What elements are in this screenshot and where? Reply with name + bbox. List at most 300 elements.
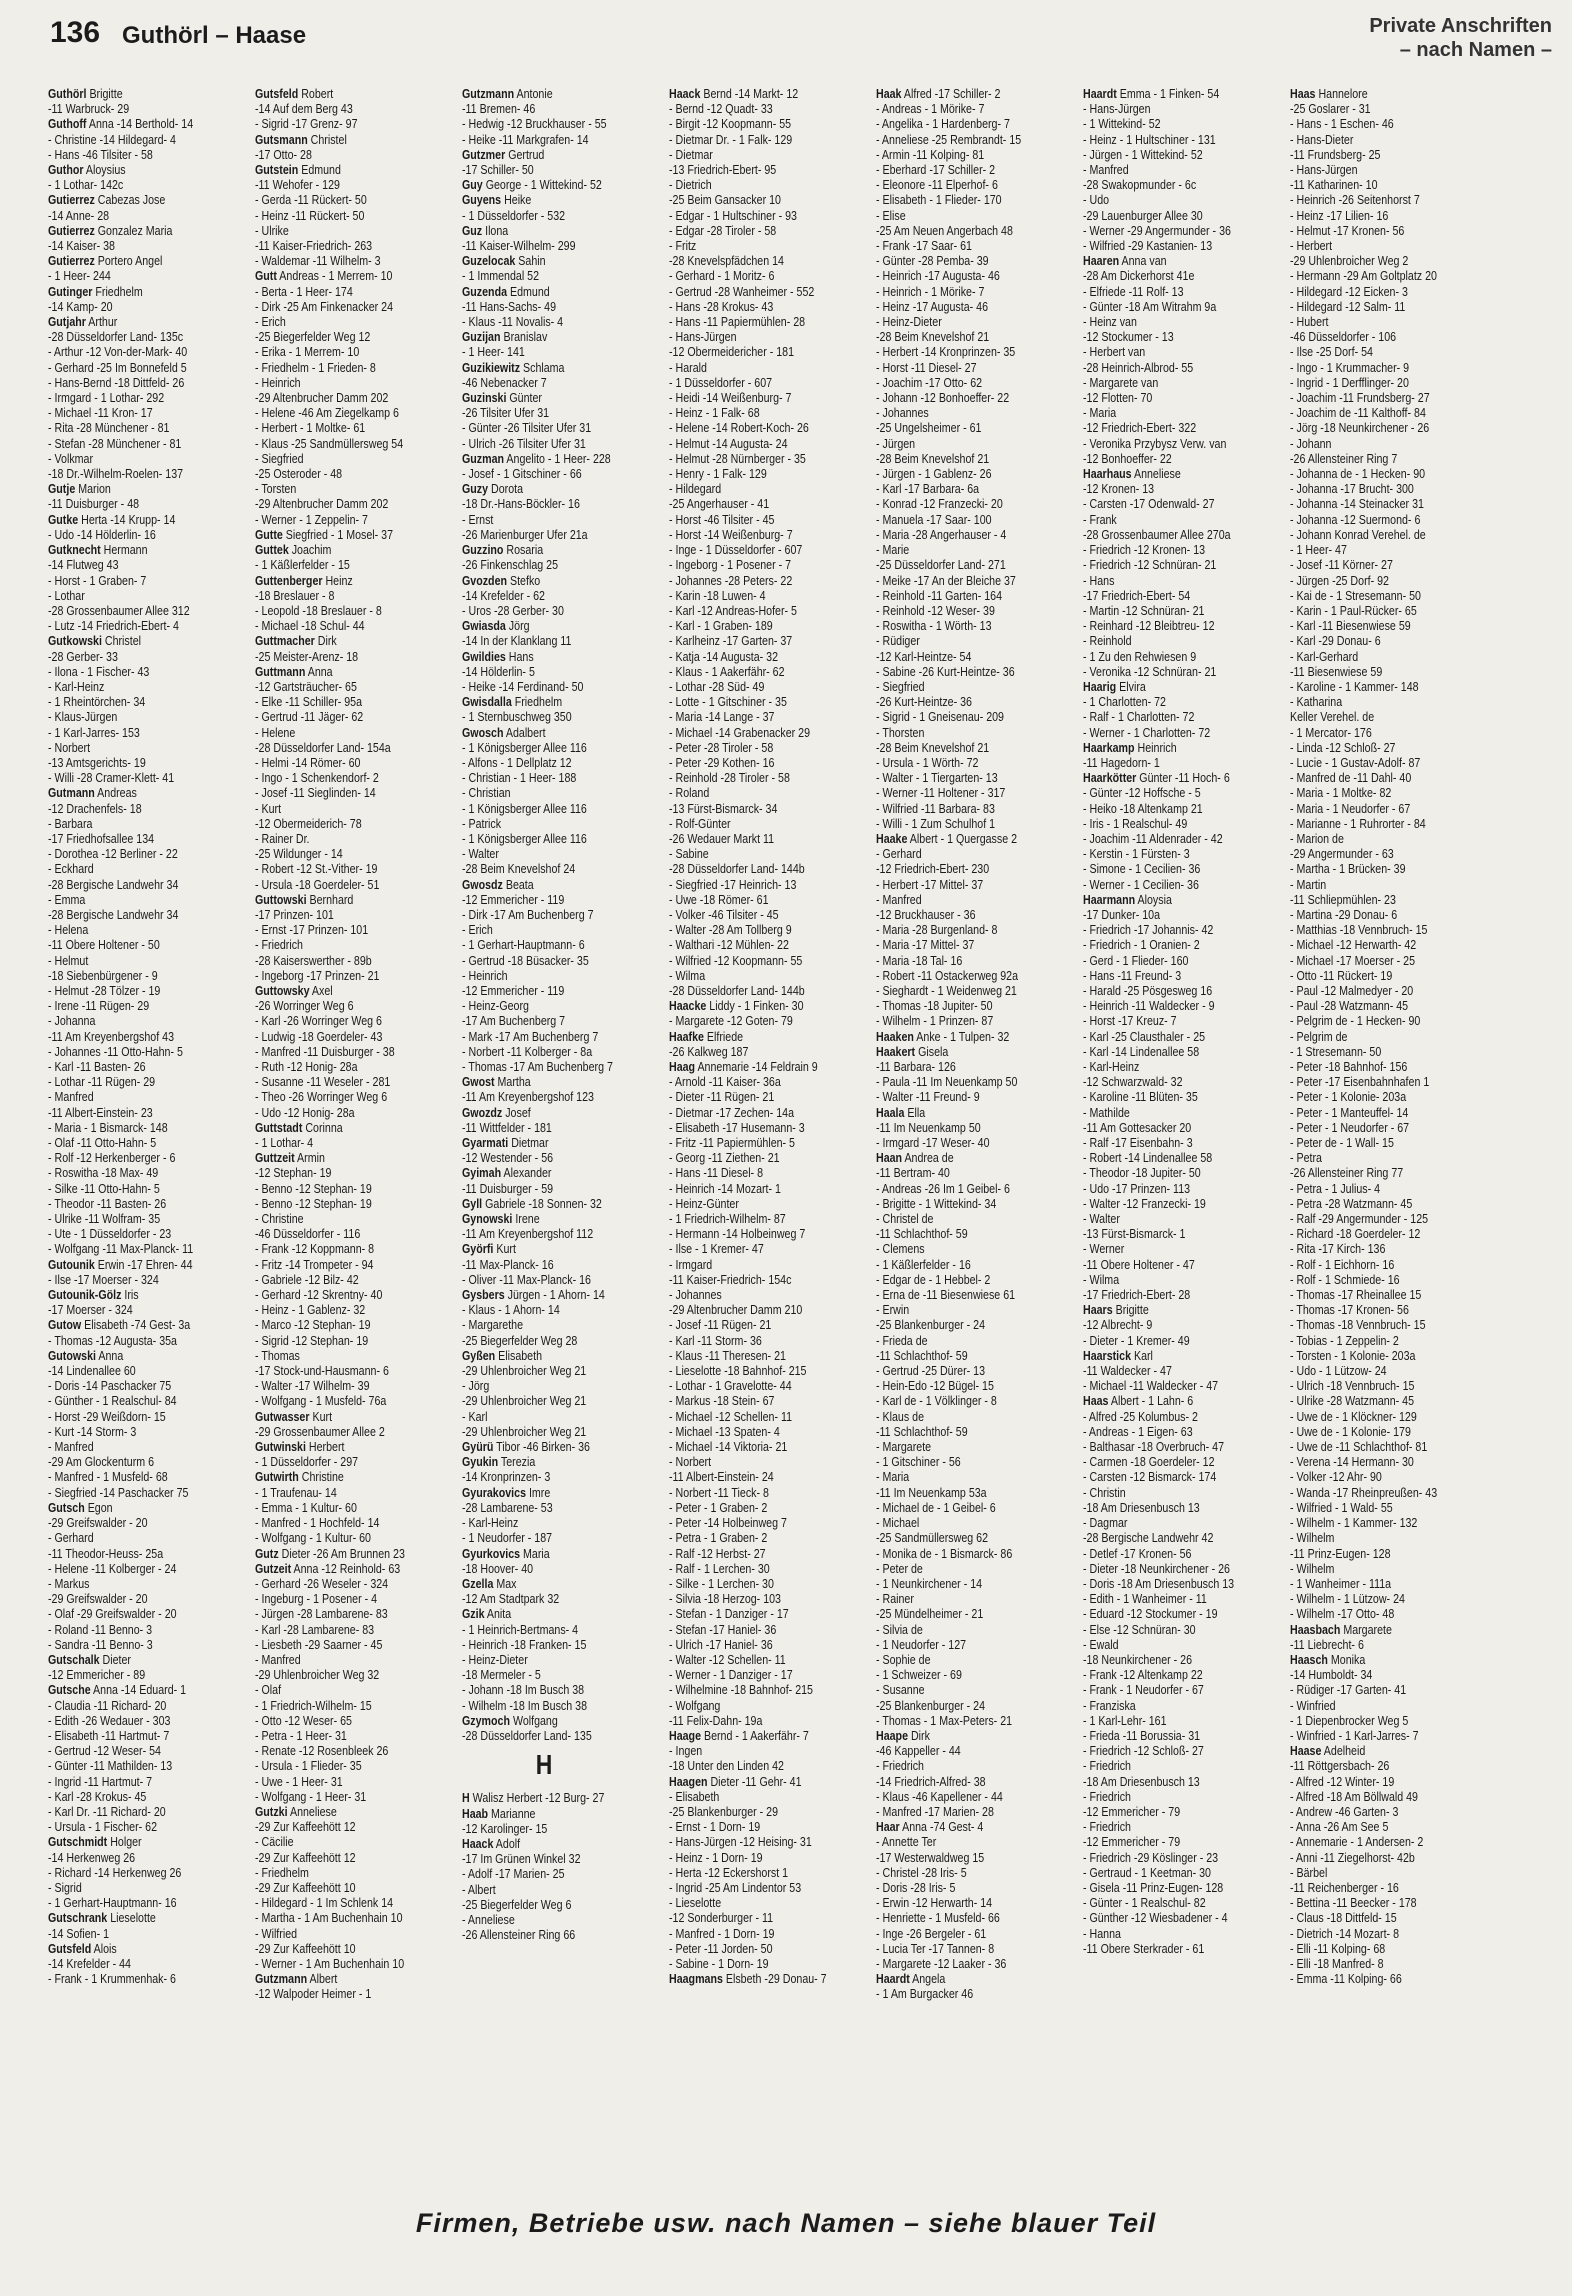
header-section-label [1369,14,1552,62]
entry-line: - Klaus - 1 Ahorn- 14 [462,1302,560,1318]
entry-line: Gutsfeld Robert [255,86,334,101]
entry-line: -11 Bremen- 46 [462,101,536,117]
entry-line: - Karl -17 Barbara- 6a [876,481,980,497]
page-footer: Firmen, Betriebe usw. nach Namen – siehe blauer Teil [415,2208,1157,2238]
entry-line: Guzzino Rosaria [462,542,544,558]
entry-line: - Hein-Edo -12 Bügel- 15 [876,1378,994,1394]
entry-line: - Harald [669,359,707,375]
entry-line: - Susanne -11 Weseler - 281 [255,1074,391,1090]
entry-line: - Frieda -11 Borussia- 31 [1083,1727,1201,1743]
entry-line: - Heiko -18 Altenkamp 21 [1083,800,1203,816]
entry-line: Gyßen Elisabeth [462,1347,543,1363]
entry-line: -29 Greifswalder - 20 [48,1515,148,1531]
entry-line: - Olaf [255,1682,282,1698]
surname: H [462,1790,470,1806]
section-letter: H [535,1749,553,1781]
entry-line: - Peter -14 Holbeinweg 7 [669,1515,787,1531]
entry-line: -26 Worringer Weg 6 [255,998,354,1014]
entry-line: - Andreas - 1 Mörike- 7 [876,101,985,117]
entry-line: - Emma [48,891,86,907]
entry-line: - Maria -28 Burgenland- 8 [876,922,998,938]
entry-line: - Manfred - 1 Musfeld- 68 [48,1469,168,1485]
entry-line: - Silke -11 Otto-Hahn- 5 [48,1180,160,1196]
entry-line: - Maria - 1 Neudorfer - 67 [1290,800,1411,816]
surname: Haarhaus [1083,466,1132,482]
entry-line: - Ingrid - 1 Derfflinger- 20 [1290,374,1409,390]
entry-line: - Gerhard [876,846,922,862]
entry-line: - Peter -18 Bahnhof- 156 [1290,1059,1408,1074]
entry-line: -12 Friedrich-Ebert- 322 [1083,420,1197,436]
entry-line: - Heidi -14 Weißenburg- 7 [669,390,792,406]
entry-line: - Karlheinz -17 Garten- 37 [669,633,793,649]
entry-line: - Inge - 1 Düsseldorfer - 607 [669,542,803,558]
entry-line: - Walter -11 Freund- 9 [876,1089,980,1105]
entry-line: Gutschrank Lieselotte [48,1910,156,1926]
entry-line: -28 Bergische Landwehr 34 [48,906,179,922]
entry-line: - Barbara [48,815,93,831]
entry-line: Györfi Kurt [462,1241,516,1257]
entry-line: - Gertrud -28 Wanheimer - 552 [669,283,815,299]
surname: Gvozden [462,572,508,588]
entry-line: - Winfried - 1 Karl-Jarres- 7 [1290,1727,1419,1743]
entry-line: - Christine [255,1211,304,1227]
entry-line: - Walter -28 Am Tollberg 9 [669,922,792,938]
entry-line: - Peter de - 1 Wall- 15 [1290,1135,1394,1151]
entry-line: - 1 Charlotten- 72 [1083,694,1166,710]
entry-line: -28 Beim Knevelshof 21 [876,329,990,345]
entry-line: -18 Neunkirchener - 26 [1083,1651,1193,1667]
entry-line: -28 Düsseldorfer Land- 144b [669,982,805,998]
entry-line: - Klaus -11 Theresen- 21 [669,1347,786,1363]
entry-line: - Friedrich [1083,1758,1131,1774]
entry-line: - Elisabeth - 1 Flieder- 170 [876,192,1002,208]
entry-line: Gzella Max [462,1575,517,1591]
entry-line: -17 Im Grünen Winkel 32 [462,1851,581,1867]
surname: Haaren [1083,253,1120,269]
entry-line: Haake Albert - 1 Quergasse 2 [876,830,1018,846]
entry-line: - Benno -12 Stephan- 19 [255,1180,372,1196]
entry-line: - Kurt -14 Storm- 3 [48,1423,137,1439]
entry-line: -17 Friedrich-Ebert- 54 [1083,587,1191,603]
entry-line: Haab Marianne [462,1805,536,1821]
entry-line: - 1 Düsseldorfer - 532 [462,207,566,223]
entry-line: -12 Stephan- 19 [255,1165,332,1181]
entry-line: -25 Am Neuen Angerbach 48 [876,222,1013,238]
entry-line: - 1 Stresemann- 50 [1290,1043,1382,1059]
entry-line: -12 Gartsträucher- 65 [255,678,357,694]
entry-line: Gwisdalla Friedhelm [462,694,563,710]
entry-line: - Ernst - 1 Dorn- 19 [669,1819,761,1835]
surname: Guyens [462,192,502,208]
entry-line: - Ingeborg - 1 Posener - 7 [669,557,792,573]
entry-line: - Dorothea -12 Berliner - 22 [48,846,178,862]
entry-line: - Friedrich [255,937,303,953]
entry-line: - Wilhelm -17 Otto- 48 [1290,1606,1395,1622]
entry-line: -11 Kaiser-Wilhelm- 299 [462,238,576,254]
entry-line: - Karl-Gerhard [1290,648,1359,664]
entry-line: - Andreas -26 Im 1 Geibel- 6 [876,1180,1010,1196]
entry-line: Haasbach Margarete [1290,1621,1392,1637]
entry-line: Haack Adolf [462,1835,521,1851]
entry-line: - Helmut [48,952,89,968]
entry-line: Gutschalk Dieter [48,1651,131,1667]
entry-line: Gwost Martha [462,1074,531,1090]
entry-line: - Carmen -18 Goerdeler- 12 [1083,1454,1215,1470]
entry-line: - Horst -46 Tilsiter - 45 [669,511,775,527]
entry-line: - Walter - 1 Tiergarten- 13 [876,770,998,786]
surname: Guttmacher [255,633,315,649]
surname: Gutmann [48,785,95,801]
entry-line: - Frank - 1 Krummenhak- 6 [48,1971,176,1987]
entry-line: -18 Mermeler - 5 [462,1667,541,1683]
entry-line: Guttmann Anna [255,663,333,679]
entry-line: -11 Albert-Einstein- 24 [669,1469,774,1485]
entry-line: - Manfred - 1 Dorn- 19 [669,1925,775,1941]
entry-line: - 1 Mercator- 176 [1290,724,1372,740]
entry-line: - Winfried [1290,1697,1336,1713]
entry-line: - Jürgen -25 Dorf- 92 [1290,572,1389,588]
entry-line: Guyens Heike [462,192,532,208]
directory-column [462,86,626,2196]
entry-line: - Irene -11 Rügen- 29 [48,998,150,1014]
entry-line: - Werner - 1 Cecilien- 36 [1083,876,1199,892]
entry-line: - Annette Ter [876,1834,937,1850]
entry-line: Gyurakovics Imre [462,1484,551,1500]
surname: Gutschalk [48,1651,100,1667]
entry-line: - Rainer [876,1591,914,1607]
entry-line: - 1 Heinrich-Bertmans- 4 [462,1621,579,1637]
entry-line: - Johann -12 Bonhoeffer- 22 [876,390,1010,406]
surname: Haarig [1083,678,1117,694]
entry-line: -25 Meister-Arenz- 18 [255,648,359,664]
entry-line: - Manfred [48,1089,94,1105]
entry-line: -11 Theodor-Heuss- 25a [48,1545,164,1561]
entry-line: - Herbert [1290,238,1333,254]
entry-line: Gwiasda Jörg [462,618,530,634]
entry-line: - Gerhard -12 Skrentny- 40 [255,1287,383,1303]
entry-line: - Karin -18 Luwen- 4 [669,587,766,603]
entry-line: - Markus -18 Stein- 67 [669,1393,775,1409]
entry-line: - Mark -17 Am Buchenberg 7 [462,1028,599,1044]
entry-line: - Johanna [48,1013,96,1029]
entry-line: Gzymoch Wolfgang [462,1712,558,1728]
entry-line: - 1 Friedrich-Wilhelm- 87 [669,1211,786,1227]
entry-line: - Renate -12 Rosenbleek 26 [255,1743,389,1759]
entry-line: - Ursula - 1 Fischer- 62 [48,1819,157,1835]
entry-line: - Helmut -17 Kronen- 56 [1290,222,1405,238]
entry-line: - Friedrich -12 Kronen- 13 [1083,542,1206,558]
entry-line: - Reinhold [1083,633,1132,649]
entry-line: - Erwin -12 Herwarth- 14 [876,1895,993,1911]
entry-line: -46 Nebenacker 7 [462,374,547,390]
entry-line: - Henry - 1 Falk- 129 [669,466,767,482]
entry-line: - Walter [462,846,499,862]
entry-line: - Sabine -26 Kurt-Heintze- 36 [876,663,1015,679]
entry-line: -29 Uhlenbroicher Weg 21 [462,1393,587,1409]
entry-line: - Johann -18 Im Busch 38 [462,1682,585,1698]
entry-line: -18 Dr.-Wilhelm-Roelen- 137 [48,466,184,482]
entry-line: - Stefan - 1 Danziger - 17 [669,1606,789,1622]
entry-line: - Rolf-Günter [669,815,731,831]
entry-line: -46 Düsseldorfer - 106 [1290,329,1397,345]
entry-line: - Sandra -11 Benno- 3 [48,1636,153,1652]
surname: Gutt [255,268,277,284]
entry-line: - 1 Neunkirchener - 14 [876,1575,983,1591]
entry-line: - Jürgen -28 Lambarene- 83 [255,1606,388,1622]
entry-line: Gutow Elisabeth -74 Gest- 3a [48,1317,191,1333]
surname: Gyll [462,1195,483,1211]
entry-line: - 1 Zu den Rehwiesen 9 [1083,648,1197,664]
entry-line: - Fritz [669,238,697,254]
entry-line: - Kerstin - 1 Fürsten- 3 [1083,846,1190,862]
entry-line: - Günter -11 Mathilden- 13 [48,1758,173,1774]
entry-line: - Anneliese [462,1911,515,1927]
entry-line: - Udo -17 Prinzen- 113 [1083,1180,1191,1196]
entry-line: -12 Obermeidericher - 181 [669,344,795,360]
entry-line: - Günter -26 Tilsiter Ufer 31 [462,420,592,436]
entry-line: -28 Grossenbaumer Allee 312 [48,602,190,618]
entry-line: - Arthur -12 Von-der-Mark- 40 [48,344,188,360]
entry-line: - Manfred [1083,162,1129,178]
entry-line: - Joachim -11 Aldenrader - 42 [1083,830,1223,846]
entry-line: - Pelgrim de - 1 Hecken- 90 [1290,1013,1421,1029]
entry-line: - Frank -12 Koppmann- 8 [255,1241,375,1257]
entry-line: -12 Flotten- 70 [1083,390,1153,406]
entry-line: - Hans -11 Freund- 3 [1083,967,1182,983]
entry-line: Gutwinski Herbert [255,1439,345,1455]
entry-line: - Roswitha - 1 Wörth- 13 [876,618,992,634]
entry-line: -29 Altenbrucher Damm 202 [255,390,389,406]
entry-line: -14 Kronprinzen- 3 [462,1469,551,1485]
entry-line: - Ralf - 1 Charlotten- 72 [1083,709,1195,725]
entry-line: - Andreas - 1 Eigen- 63 [1083,1423,1193,1439]
entry-line: -28 Beim Knevelshof 21 [876,450,990,466]
entry-line: -11 Liebrecht- 6 [1290,1636,1364,1652]
entry-line: - Ingo - 1 Krummacher- 9 [1290,359,1410,375]
entry-line: - Volker -12 Ahr- 90 [1290,1469,1382,1485]
entry-line: - Heike -11 Markgrafen- 14 [462,131,589,147]
entry-line: - Ulrich -26 Tilsiter Ufer 31 [462,435,586,451]
surname: Guthörl [48,86,87,101]
entry-line: Gyarmati Dietmar [462,1135,549,1151]
entry-line: - Emma -11 Kolping- 66 [1290,1971,1402,1987]
surname: Haag [669,1059,696,1074]
entry-line: - Hans-Dieter [1290,131,1354,147]
entry-line: -11 Kaiser-Friedrich- 263 [255,238,373,254]
entry-line: Gutstein Edmund [255,162,341,178]
entry-line: - Wilfried [255,1925,298,1941]
entry-line: - Peter - 1 Manteuffel- 14 [1290,1104,1409,1120]
surname: Gutounik [48,1256,95,1272]
entry-line: - Peter - 1 Graben- 2 [669,1499,768,1515]
entry-line: - Roland [669,785,710,801]
entry-line: - Peter - 1 Kolonie- 203a [1290,1089,1407,1105]
entry-line: - Ernst -17 Prinzen- 101 [255,922,369,938]
entry-line: Haars Brigitte [1083,1302,1149,1318]
entry-line: - Peter de [876,1560,923,1576]
entry-line: Haacke Liddy - 1 Finken- 30 [669,998,804,1014]
entry-line: - Reinhold -28 Tiroler - 58 [669,770,790,786]
surname: Guttek [255,542,289,558]
entry-line: - 1 Gerhart-Hauptmann- 6 [462,937,585,953]
entry-line: - Heinrich -14 Mozart- 1 [669,1180,781,1196]
entry-line: -25 Goslarer - 31 [1290,101,1371,117]
surname: Haase [1290,1743,1322,1759]
entry-line: - Gertrud -25 Dürer- 13 [876,1363,986,1379]
entry-line: - Frank - 1 Neudorfer - 67 [1083,1682,1204,1698]
entry-line: Guzijan Branislav [462,329,548,345]
entry-line: - Silke - 1 Lerchen- 30 [669,1575,774,1591]
entry-line: -29 Zur Kaffeehött 10 [255,1940,356,1956]
entry-line: - Manuela -17 Saar- 100 [876,511,992,527]
surname: Haala [876,1104,905,1120]
entry-line: - Frank -12 Altenkamp 22 [1083,1667,1203,1683]
entry-line: - Karl -11 Storm- 36 [669,1332,762,1348]
entry-line: - 1 Gerhart-Hauptmann- 16 [48,1895,177,1911]
entry-line: - Liesbeth -29 Saarner - 45 [255,1636,383,1652]
entry-line: -17 Am Buchenberg 7 [462,1013,566,1029]
entry-line: -14 Humboldt- 34 [1290,1667,1373,1683]
entry-line: Haarig Elvira [1083,678,1146,694]
entry-line: Haas Hannelore [1290,86,1368,101]
surname: Gwildies [462,648,506,664]
entry-line: - Richard -18 Goerdeler- 12 [1290,1226,1421,1242]
entry-line: - Margarete -12 Goten- 79 [669,1013,793,1029]
entry-line: - Josef -11 Rügen- 21 [669,1317,772,1333]
header-section-line2: – nach Namen – [1399,39,1552,61]
entry-line: -11 Am Kreyenbergshof 43 [48,1028,175,1044]
entry-line: -11 Hagedorn- 1 [1083,754,1160,770]
entry-line: - Else -12 Schnüran- 30 [1083,1621,1196,1637]
entry-line: - Fritz -14 Trompeter - 94 [255,1256,374,1272]
entry-line: - Johannes -28 Peters- 22 [669,572,793,588]
entry-line: - Wilma [669,967,706,983]
entry-line: -12 Emmericher - 119 [462,891,565,907]
entry-line: - Bernd -12 Quadt- 33 [669,101,773,117]
entry-line: - Helmi -14 Römer- 60 [255,754,361,770]
entry-line: - 1 Karl-Lehr- 161 [1083,1712,1167,1728]
entry-line: - Rita -28 Münchener - 81 [48,420,170,436]
entry-line: - Theodor -11 Basten- 26 [48,1195,167,1211]
surname: Gwosdz [462,876,503,892]
entry-line: Haala Ella [876,1104,926,1120]
entry-line: - Carsten -17 Odenwald- 27 [1083,496,1215,512]
entry-line: - Richard -14 Herkenweg 26 [48,1864,182,1880]
entry-line: - Alfred -18 Am Böllwald 49 [1290,1788,1418,1804]
entry-line: - Thomas -17 Kronen- 56 [1290,1302,1409,1318]
entry-line: Haagmans Elsbeth -29 Donau- 7 [669,1971,827,1987]
surname: Gutierrez [48,192,95,208]
entry-line: -29 Lauenburger Allee 30 [1083,207,1203,223]
entry-line: - Markus [48,1575,90,1591]
entry-line: - Peter -29 Kothen- 16 [669,754,775,770]
entry-line: - Friedrich [1083,1819,1131,1835]
entry-line: - Uwe -18 Römer- 61 [669,891,769,907]
entry-line: - Doris -18 Am Driesenbusch 13 [1083,1575,1235,1591]
surname: Gwisdalla [462,694,512,710]
entry-line: - Friedrich -29 Köslinger - 23 [1083,1849,1219,1865]
entry-line: - Günter -12 Hoffsche - 5 [1083,785,1201,801]
surname: Gutzmann [255,1971,308,1987]
entry-line: - Matthias -18 Vennbruch- 15 [1290,922,1428,938]
entry-line: - Patrick [462,815,502,831]
entry-line: - Ute - 1 Düsseldorfer - 23 [48,1226,172,1242]
entry-line: - Karoline -11 Blüten- 35 [1083,1089,1198,1105]
entry-line: - Uwe de - 1 Klöckner- 129 [1290,1408,1417,1424]
entry-line: - Udo -14 Hölderlin- 16 [48,526,156,542]
entry-line: - Reinhold -12 Weser- 39 [876,602,995,618]
entry-line: - Edgar de - 1 Hebbel- 2 [876,1271,991,1287]
entry-line: Gyurkovics Maria [462,1545,550,1561]
entry-line: - Michael -17 Moerser - 25 [1290,952,1416,968]
entry-line: - 1 Friedrich-Wilhelm- 15 [255,1697,372,1713]
entry-line: - Wolfgang -11 Max-Planck- 11 [48,1241,194,1257]
entry-line: - Wilhelmine -18 Bahnhof- 215 [669,1682,813,1698]
entry-line: -13 Fürst-Bismarck- 1 [1083,1226,1186,1242]
entry-line: Gutsfeld Alois [48,1940,117,1956]
entry-line: -46 Kappeller - 44 [876,1743,961,1759]
entry-line: - Willi - 1 Zum Schulhof 1 [876,815,996,831]
entry-line: - Margarete van [1083,374,1159,390]
entry-line: - 1 Immendal 52 [462,268,540,284]
entry-line: - Friedrich -12 Schloß- 27 [1083,1743,1204,1759]
entry-line: -26 Kurt-Heintze- 36 [876,694,972,710]
entry-line: -14 Friedrich-Alfred- 38 [876,1773,986,1789]
entry-line: Keller Verehel. de [1290,709,1375,725]
entry-line: - Silvia -18 Herzog- 103 [669,1591,781,1607]
entry-line: -28 Bergische Landwehr 34 [48,876,179,892]
entry-line: -11 Katharinen- 10 [1290,177,1378,193]
entry-line: - Mathilde [1083,1104,1130,1120]
entry-line: - Heinrich -11 Waldecker - 9 [1083,998,1215,1014]
entry-line: -11 Schlachthof- 59 [876,1423,968,1439]
surname: Gutte [255,526,283,542]
entry-line: -25 Sandmüllersweg 62 [876,1530,988,1546]
entry-line: - Klaus - 1 Aakerfähr- 62 [669,663,785,679]
entry-line: - Karl -29 Donau- 6 [1290,633,1381,649]
entry-line: - Friedrich [1083,1788,1131,1804]
entry-line: -17 Otto- 28 [255,146,312,162]
directory-column [876,86,1040,2196]
entry-line: - Heinz-Georg [462,998,529,1014]
entry-line: - Martin [1290,876,1327,892]
surname: Guzman [462,450,505,466]
entry-line: - Heinrich - 1 Mörike- 7 [876,283,985,299]
entry-line: -28 Heinrich-Albrod- 55 [1083,359,1194,375]
entry-line: - Johannes -11 Otto-Hahn- 5 [48,1043,183,1059]
entry-line: - Helmut -28 Nürnberger - 35 [669,450,806,466]
entry-line: -29 Altenbrucher Damm 210 [669,1302,803,1318]
entry-line: Gutounik Erwin -17 Ehren- 44 [48,1256,193,1272]
surname: Gwozdz [462,1104,503,1120]
entry-line: - Olaf -11 Otto-Hahn- 5 [48,1135,157,1151]
entry-line: -17 Friedhofsallee 134 [48,830,155,846]
surname: Guzikiewitz [462,359,521,375]
entry-line: - Anni -11 Ziegelhorst- 42b [1290,1849,1415,1865]
surname: Haagmans [669,1971,723,1987]
surname: Györfi [462,1241,494,1257]
entry-line: - Marie [876,542,910,558]
entry-line: - Gerhard -25 Im Bonnefeld 5 [48,359,187,375]
entry-line: - Udo [1083,192,1110,208]
entry-line: Gyimah Alexander [462,1165,552,1181]
entry-line: - Clemens [876,1241,925,1257]
surname: Gutschmidt [48,1834,108,1850]
entry-line: - Dietmar [669,146,713,162]
entry-line: - Reinhard -12 Bleibtreu- 12 [1083,618,1215,634]
entry-line: Gyll Gabriele -18 Sonnen- 32 [462,1195,602,1211]
entry-line: Guttmacher Dirk [255,633,337,649]
